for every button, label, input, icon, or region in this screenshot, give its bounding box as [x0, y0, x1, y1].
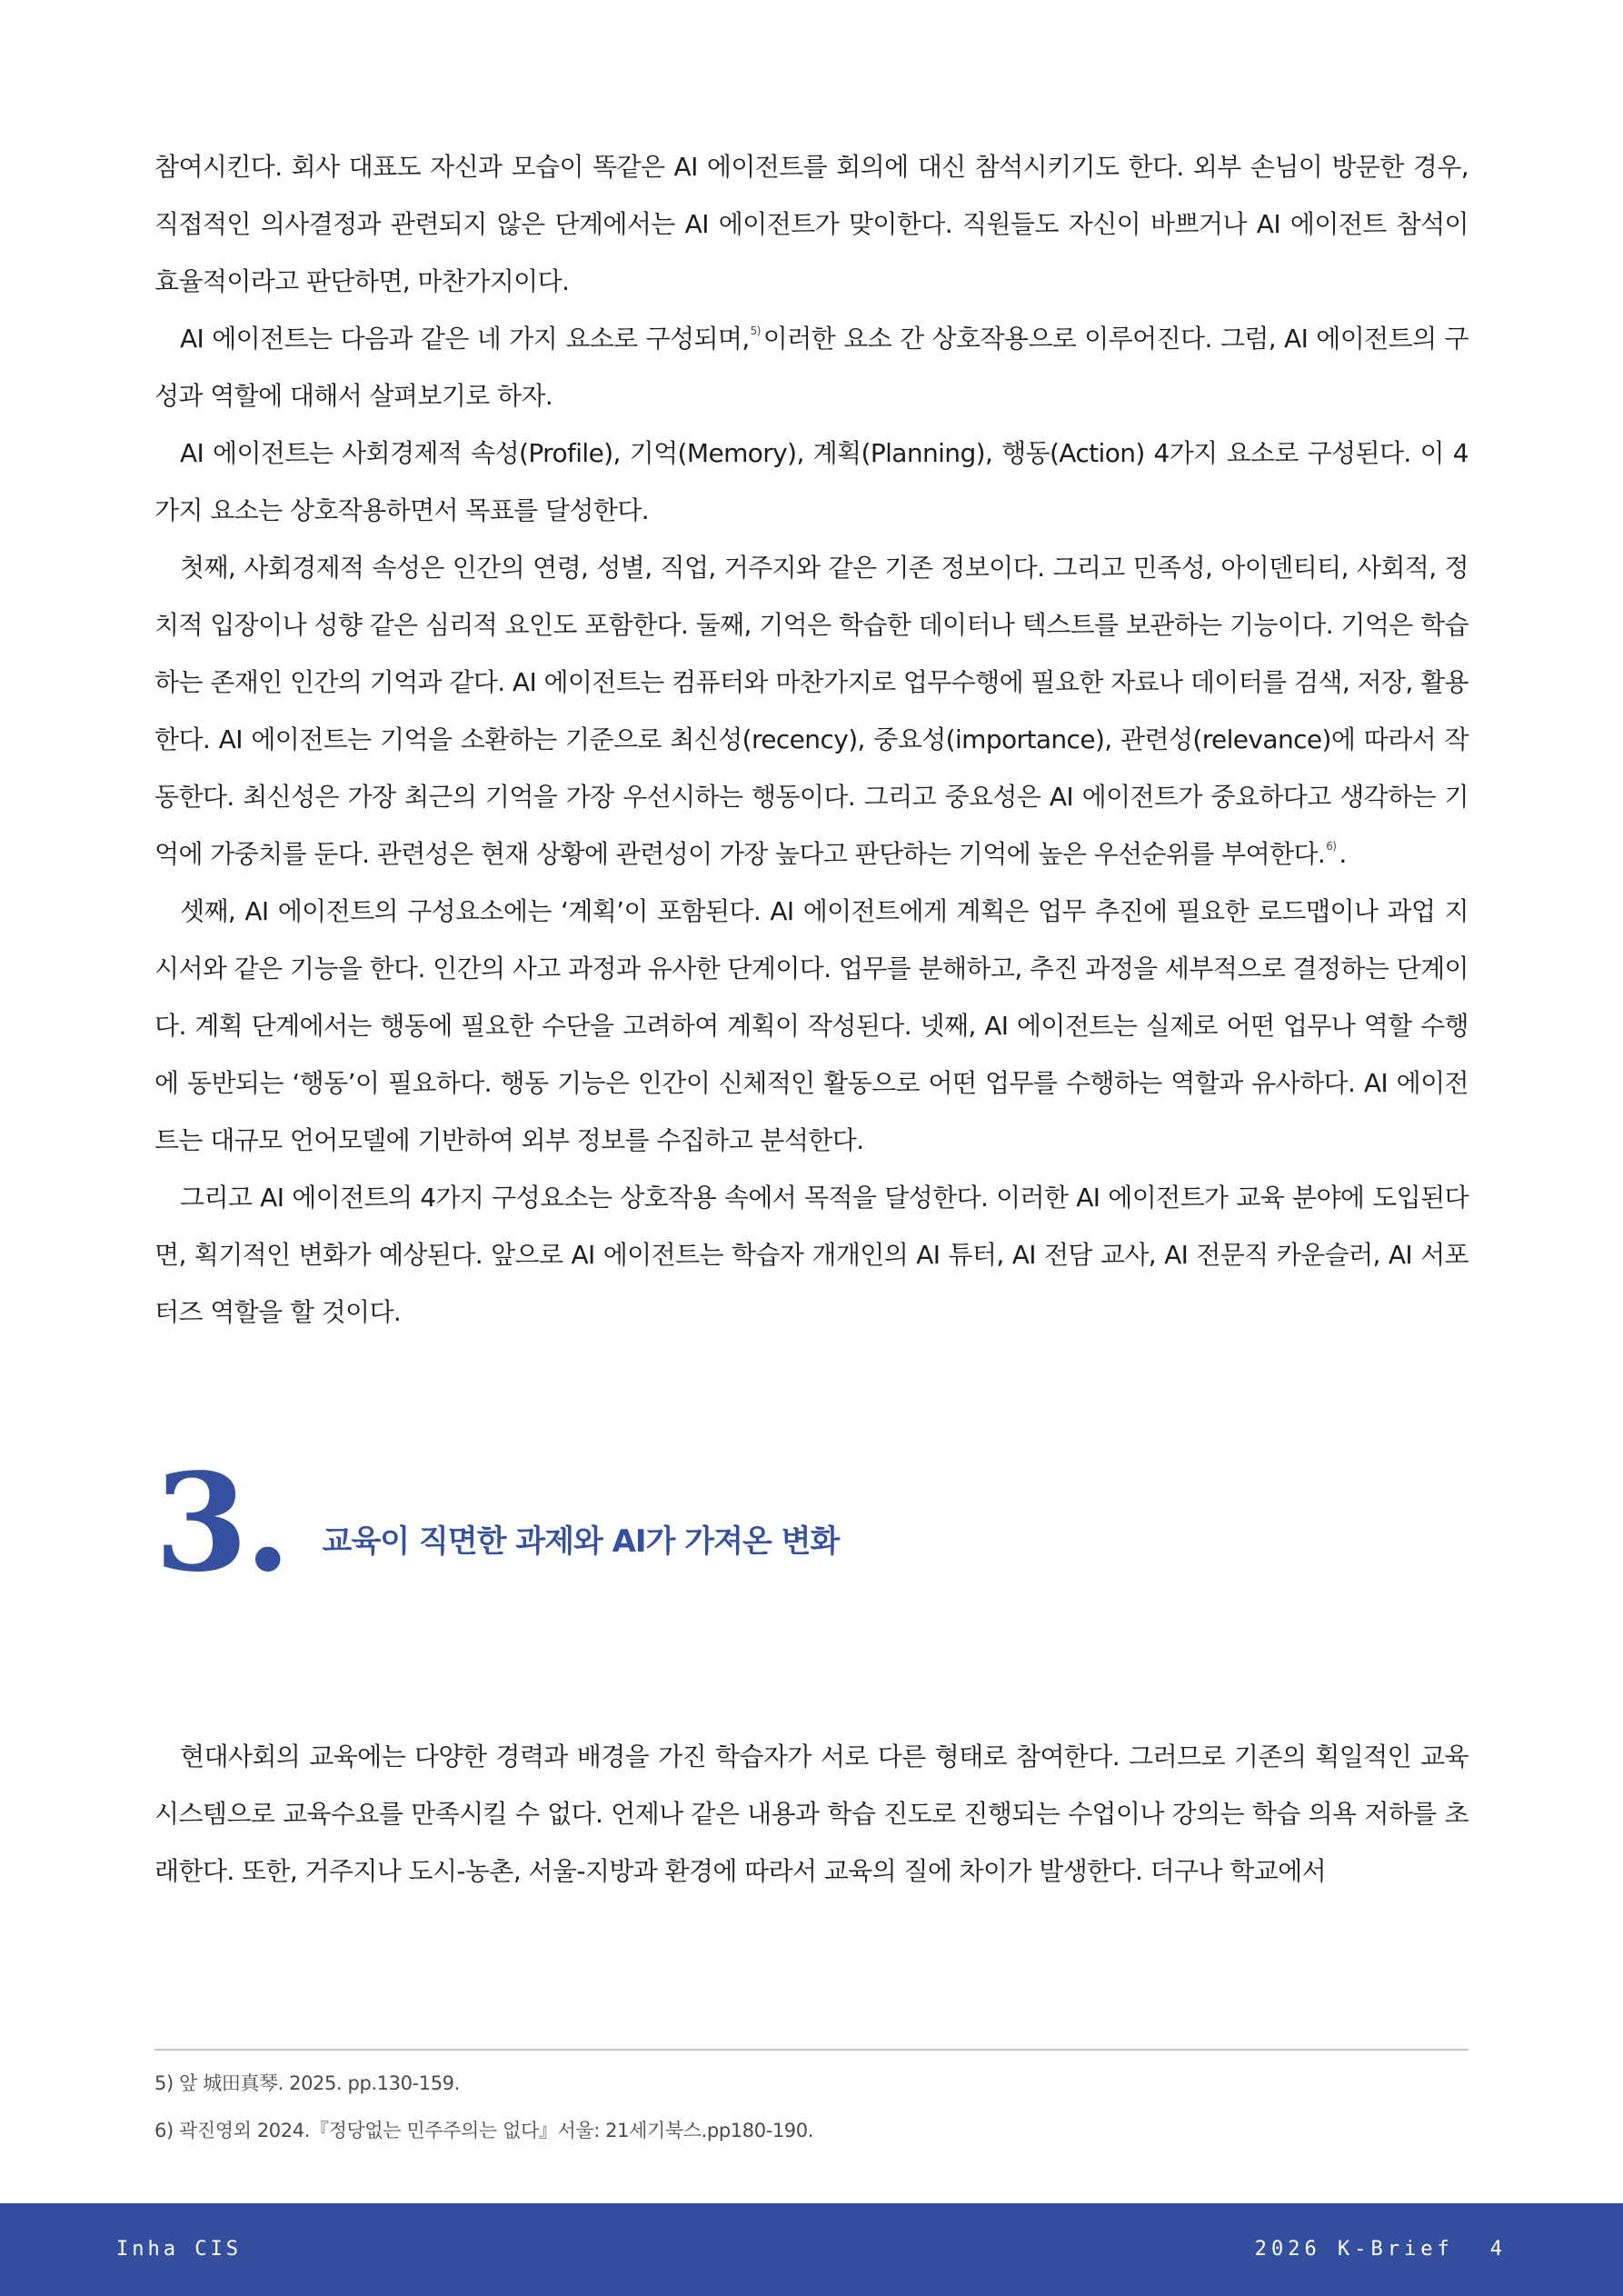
paragraph-text: 참여시킨다. 회사 대표도 자신과 모습이 똑같은 AI 에이전트를 회의에 대신 참석시키기도 한다. 외부 손님이 방문한 경우, 직접적인 의사결정과 관련되지 않은 단계에서는 AI 에이전트가 맞이한다. 직원들도 자신이 바쁘거나 AI 에이전트 참석이 효율적이라고 판단하면, 마찬가지이다. — [154, 152, 1469, 296]
paragraph-text: 현대사회의 교육에는 다양한 경력과 배경을 가진 학습자가 서로 다른 형태로 참여한다. 그러므로 기존의 획일적인 교육시스템으로 교육수요를 만족시킬 수 없다. 언제나 같은 내용과 학습 진도로 진행되는 수업이나 강의는 학습 의욕 저하를 초래한다. 또한, 거주지나 도시-농촌, 서울-지방과 환경에 따라서 교육의 질에 차이가 발생한다. 더구나 학교에서 — [154, 1742, 1469, 1886]
paragraph-text: 셋째, AI 에이전트의 구성요소에는 ‘계획’이 포함된다. AI 에이전트에게 계획은 업무 추진에 필요한 로드맵이나 과업 지시서와 같은 기능을 한다. 인간의 사고 과정과 유사한 단계이다. 업무를 분해하고, 추진 과정을 세부적으로 결정하는 단계이다. 계획 단계에서는 행동에 필요한 수단을 고려하여 계획이 작성된다. 넷째, AI 에이전트는 실제로 어떤 업무나 역할 수행에 동반되는 ‘행동’이 필요하다. 행동 기능은 인간이 신체적인 활동으로 어떤 업무를 수행하는 역할과 유사하다. AI 에이전트는 대규모 언어모델에 기반하여 외부 정보를 수집하고 분석한다. — [154, 896, 1469, 1155]
section-title: 교육이 직면한 과제와 AI가 가져온 변화 — [322, 1522, 840, 1560]
paragraph-text: 첫째, 사회경제적 속성은 인간의 연령, 성별, 직업, 거주지와 같은 기존 정보이다. 그리고 민족성, 아이덴티티, 사회적, 정치적 입장이나 성향 같은 심리적 요인도 포함한다. 둘째, 기억은 학습한 데이터나 텍스트를 보관하는 기능이다. 기억은 학습하는 존재인 인간의 기억과 같다. AI 에이전트는 컴퓨터와 마찬가지로 업무수행에 필요한 자료나 데이터를 검색, 저장, 활용한다. AI 에이전트는 기억을 소환하는 기준으로 최신성(recency), 중요성(importance), 관련성(relevance)에 따라서 작동한다. 최신성은 가장 최근의 기억을 가장 우선시하는 행동이다. 그리고 중요성은 AI 에이전트가 중요하다고 생각하는 기억에 가중치를 둔다. 관련성은 현재 상황에 관련성이 가장 높다고 판단하는 기억에 높은 우선순위를 부여한다. — [154, 553, 1469, 869]
paragraph-text: 이러한 요소 간 상호작용으로 이루어진다. 그럼, AI 에이전트의 구성과 역할에 대해서 살펴보기로 하자. — [154, 324, 1469, 411]
paragraph-text: AI 에이전트는 사회경제적 속성(Profile), 기억(Memory), 계획(Planning), 행동(Action) 4가지 요소로 구성된다. 이 4가지 요소는 상호작용하면서 목표를 달성한다. — [154, 438, 1469, 525]
paragraph — [154, 1169, 1469, 1341]
page-number: 4 — [1489, 2238, 1507, 2261]
footnote-5: 5) 앞 城田真琴. 2025. pp.130-159. — [154, 2072, 460, 2094]
paragraph — [154, 424, 1469, 539]
paragraph-text: AI 에이전트는 다음과 같은 네 가지 요소로 구성되며, — [180, 324, 750, 354]
paragraph — [154, 138, 1469, 310]
footnotes — [154, 2060, 1469, 2154]
page-footer — [0, 2203, 1623, 2296]
footnote-divider — [154, 2049, 1469, 2051]
paragraph-text: . — [1339, 839, 1347, 869]
footer-publisher: Inha CIS — [116, 2238, 242, 2261]
section-body-text — [154, 1728, 1469, 1900]
paragraph-text: 그리고 AI 에이전트의 4가지 구성요소는 상호작용 속에서 목적을 달성한다. 이러한 AI 에이전트가 교육 분야에 도입된다면, 획기적인 변화가 예상된다. 앞으로 AI 에이전트는 학습자 개개인의 AI 튜터, AI 전담 교사, AI 전문직 카운슬러, AI 서포터즈 역할을 할 것이다. — [154, 1183, 1469, 1327]
paragraph — [154, 1728, 1469, 1900]
footer-info — [1255, 2203, 1507, 2296]
footnote-ref[interactable]: 5) — [750, 324, 761, 337]
paragraph — [154, 539, 1469, 883]
footnote-ref[interactable]: 6) — [1326, 840, 1337, 853]
paragraph — [154, 310, 1469, 424]
section-number: 3. — [154, 1443, 288, 1602]
footer-series: 2026 K-Brief — [1254, 2238, 1454, 2261]
paragraph — [154, 883, 1469, 1169]
section-heading — [154, 1443, 840, 1602]
footnote-6: 6) 곽진영외 2024.『정당없는 민주주의는 없다』서울: 21세기북스.pp180-190. — [154, 2120, 814, 2141]
body-text — [154, 138, 1469, 1341]
